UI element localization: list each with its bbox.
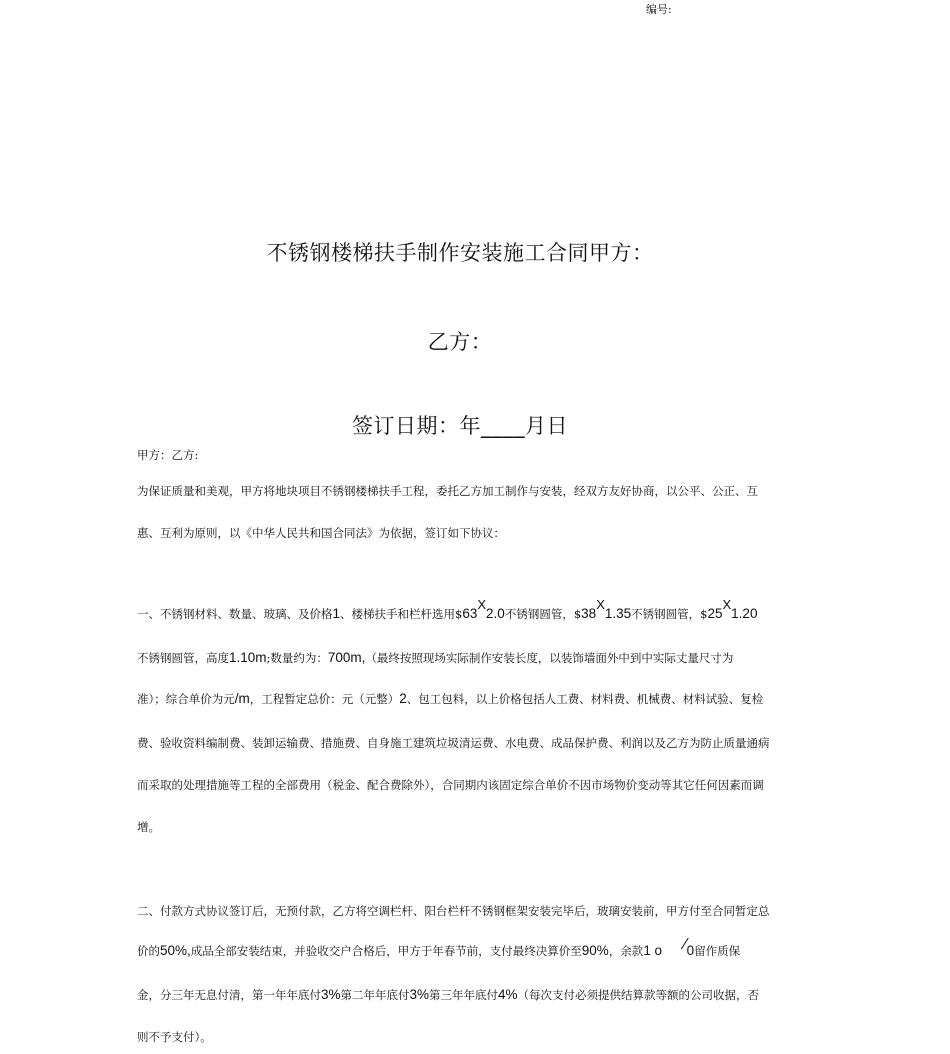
payment-text: ，余款 — [608, 944, 644, 958]
section2-line-3 — [137, 986, 797, 1004]
signing-date-heading: 签订日期：年____月日 — [352, 414, 568, 438]
unit-per-meter: /m — [234, 691, 250, 706]
height-value: 1.10m — [229, 650, 267, 665]
section1-line-5: 而采取的处理措施等工程的全部费用（税金、配合费除外），合同期内该固定综合单价不因市场物价变动等其它任何因素而调 — [137, 778, 764, 792]
spec-text: 、楼梯扶手和栏杆选用$ — [340, 607, 463, 621]
percent-3-year1: 3% — [321, 987, 341, 1002]
payment-text: 金，分三年无息付清，第一年年底付 — [137, 988, 321, 1002]
pipe-diameter-38: 38 — [581, 606, 597, 621]
remainder-number: 1 — [643, 943, 651, 958]
payment-text: 留作质保 — [694, 944, 741, 958]
percent-3-year2: 3% — [409, 987, 430, 1002]
percent-90: 90% — [581, 943, 609, 958]
pipe-thickness-1-20: 1.20 — [731, 606, 758, 621]
section1-line-4: 费、验收资料编制费、装卸运输费、措施费、自身施工建筑垃圾清运费、水电费、成品保护费、利润以及乙方为防止质量通病 — [137, 736, 770, 750]
pipe-diameter-63: 63 — [462, 606, 478, 621]
spec-text: （最终按照现场实际制作安装长度，以装饰墙面外中到中实际丈量尺寸为 — [365, 651, 734, 665]
intro-line-2: 惠、互利为原则，以《中华人民共和国合同法》为依据，签订如下协议： — [137, 526, 505, 540]
spec-text: 不锈钢圆管，高度 — [137, 651, 229, 665]
serial-number-label: 编号: — [646, 3, 672, 16]
pipe-diameter-25: 25 — [707, 606, 723, 621]
section1-line-6: 增。 — [137, 820, 160, 834]
section1-line-2 — [137, 649, 797, 667]
spec-text: 、包工包料，以上价格包括人工费、材料费、机械费、材料试验、复检 — [406, 692, 764, 706]
section1-line-3 — [137, 690, 797, 708]
quantity-value: 700m, — [327, 650, 366, 665]
percent-50: 50%, — [160, 943, 191, 958]
spec-text: 不锈钢圆管，$ — [631, 607, 708, 621]
times-sign: X — [722, 597, 732, 612]
payment-text: 第二年年底付 — [340, 988, 410, 1002]
section1-line-1 — [137, 597, 797, 623]
percent-zero: 0 — [686, 943, 695, 958]
parties-line: 甲方：乙方: — [137, 448, 199, 462]
payment-text: （每次支付必须提供结算款等额的公司收据，否 — [517, 988, 760, 1002]
payment-text: 成品全部安装结束，并验收交户合格后，甲方于年春节前，支付最终决算价至 — [190, 944, 582, 958]
percent-slash-mark: ⁄ — [684, 936, 687, 953]
contract-title: 不锈钢楼梯扶手制作安装施工合同甲方： — [266, 241, 654, 265]
spec-text: ;数量约为： — [266, 651, 328, 665]
times-sign: X — [596, 597, 605, 612]
remainder-symbol: o — [654, 943, 662, 958]
section2-line-4: 则不予支付）。 — [137, 1030, 212, 1044]
spec-text: 准）；综合单价为元 — [137, 692, 235, 706]
item-number: 2 — [399, 691, 407, 706]
percent-4-year3: 4% — [498, 987, 518, 1002]
pipe-thickness-1-35: 1.35 — [604, 606, 632, 621]
times-sign: X — [477, 597, 487, 612]
intro-line-1: 为保证质量和美观，甲方将地块项目不锈钢楼梯扶手工程，委托乙方加工制作与安装，经双方友好协商，以公平、公正、互 — [137, 484, 758, 498]
section2-line-2 — [137, 936, 797, 960]
pipe-thickness-2-0: 2.0 — [486, 606, 505, 621]
party-b-heading: 乙方： — [427, 330, 493, 354]
payment-text: 第三年年底付 — [429, 988, 499, 1002]
spec-text: ，工程暂定总价：元（元整） — [249, 692, 400, 706]
section2-line-1: 二、付款方式协议签订后，无预付款，乙方将空调栏杆、阳台栏杆不锈钢框架安装完毕后，玻璃安装前，甲方付至合同暂定总 — [137, 904, 770, 918]
section1-heading-text: 一、不锈钢材料、数量、玻璃、及价格 — [137, 607, 333, 621]
spec-text: 不锈钢圆管，$ — [504, 607, 582, 621]
item-number: 1 — [332, 606, 341, 621]
payment-text: 价的 — [137, 944, 160, 958]
